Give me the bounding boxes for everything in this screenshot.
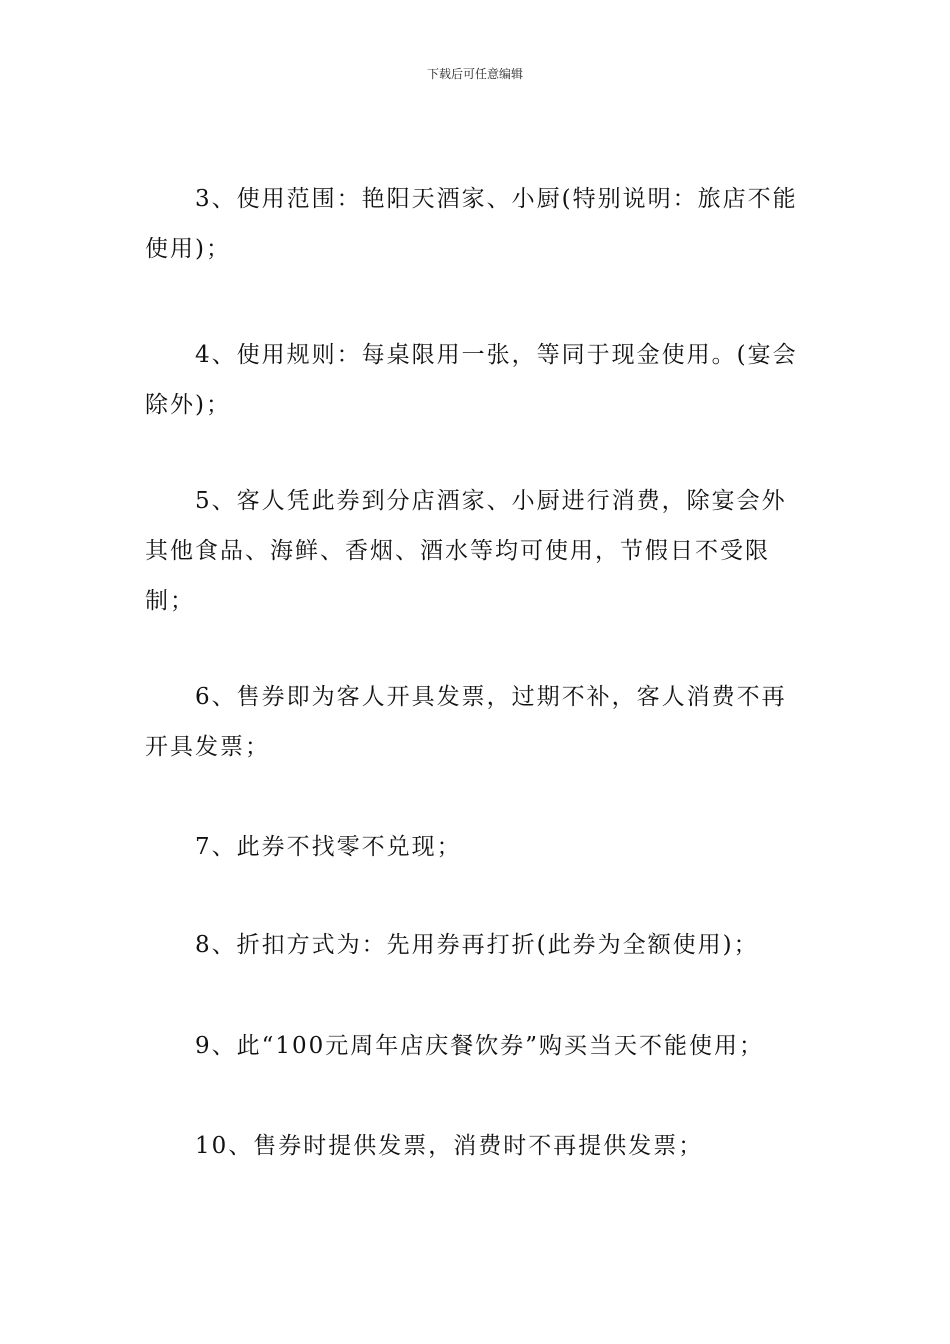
paragraph-invoice-timing: 10、售券时提供发票，消费时不再提供发票； (195, 1133, 704, 1159)
paragraph-usage-scope: 3、使用范围：艳阳天酒家、小厨(特别说明：旅店不能使用)； (145, 186, 798, 262)
paragraph-consumption: 5、客人凭此券到分店酒家、小厨进行消费，除宴会外其他食品、海鲜、香烟、酒水等均可使用，节假日不受限制； (145, 488, 787, 614)
paragraph-discount: 8、折扣方式为：先用券再打折(此券为全额使用)； (195, 932, 759, 958)
paragraph-no-change: 7、此券不找零不兑现； (195, 834, 462, 860)
header-note: 下载后可任意编辑 (426, 67, 523, 81)
paragraph-usage-rules: 4、使用规则：每桌限用一张，等同于现金使用。(宴会除外)； (145, 342, 798, 418)
paragraph-invoice: 6、售券即为客人开具发票，过期不补，客人消费不再开具发票； (145, 684, 787, 760)
paragraph-purchase-day: 9、此“100元周年店庆餐饮券”购买当天不能使用； (195, 1033, 765, 1059)
